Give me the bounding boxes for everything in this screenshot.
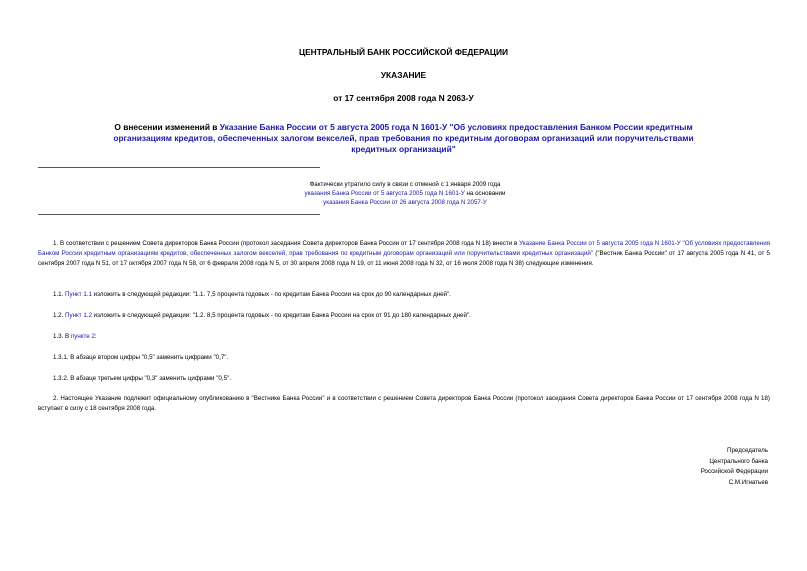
status-note-line3 [250,198,560,207]
signature-line-3: Российской Федерации [700,468,768,476]
signature-name: С.М.Игнатьев [728,478,768,486]
document-date-number: от 17 сентября 2008 года N 2063-У [333,93,474,103]
subject-prefix: О внесении изменений в [114,122,220,132]
divider-bottom [38,214,320,215]
paragraph-1-3-2: 1.3.2. В абзаце третьем цифры "0,3" заменить цифрами "0,5". [53,375,231,382]
paragraph-1-3 [38,332,770,342]
status-note-link2[interactable]: указания Банка России от 26 августа 2008 года N 2057-У [323,199,487,206]
paragraph-2: 2. Настоящее Указание подлежит официальному опубликованию в "Вестнике Банка России" и в соответствии с решением Совета директоров Банка России (протокол заседания Совета директоров Банка России от 17 сентября 2008 года N 18) вступает в силу с 18 сентября 2008 года. [38,395,770,412]
status-note-link1[interactable]: указания Банка России от 5 августа 2005 года N 1601-У [304,190,465,197]
paragraph-1-1-text: изложить в следующей редакции: "1.1. 7,5 процента годовых - по кредитам Банка России на срок до 90 календарных дней". [91,291,451,298]
paragraph-1 [38,239,770,269]
status-note [250,180,560,207]
paragraph-1-link[interactable]: Указание Банка России от 5 августа 2005 года N 1601-У "Об условиях предоставления Банком России кредитным организациям кредитов, обеспеченных залогом векселей, прав требования по кредитным договорам организаций или поручительствами кредитных организаций" [38,240,770,257]
paragraph-1-1-num: 1.1. [53,291,66,298]
status-note-line2 [250,189,560,198]
document-subject [100,122,707,155]
signature-line-1: Председатель [727,447,768,454]
issuer-heading: ЦЕНТРАЛЬНЫЙ БАНК РОССИЙСКОЙ ФЕДЕРАЦИИ [298,47,509,57]
paragraph-1-2 [38,311,770,321]
signature-line-2: Центрального банка [709,457,768,465]
divider-top [38,167,320,168]
signature-block [600,446,768,488]
paragraph-1-prefix: 1. В соответствии с решением Совета директоров Банка России (протокол заседания Совета директоров Банка России от 17 сентября 2008 года N 18) внести в [53,240,520,247]
paragraph-1-suffix: ("Вестник Банка России" от 17 августа 2005 года N 41, от 5 сентября 2007 года N 51, от 17 октября 2007 года N 58, от 6 февраля 2008 года N 5, от 30 апреля 2008 года N 19, от 11 июня 2008 года N 32, от 16 июля 2008 года N 38) следующие изменения. [38,250,771,267]
paragraph-1-3-num: 1.3. В [53,333,71,340]
paragraph-1-2-text: изложить в следующей редакции: "1.2. 8,5 процента годовых - по кредитам Банка России на срок от 91 до 180 календарных дней". [91,312,471,319]
subject-link[interactable]: Указание Банка России от 5 августа 2005 года N 1601-У "Об условиях предоставления Банком России кредитным организациям кредитов, обеспеченных залогом векселей, прав требования по кредитным договорам организаций или поручительствами кредитных организаций" [113,122,694,154]
paragraph-1-1 [38,290,770,300]
paragraph-1-3-link[interactable]: пункте 2 [70,333,95,340]
paragraph-1-2-link[interactable]: Пункт 1.2 [65,312,92,319]
paragraph-1-3-text: : [94,333,97,340]
paragraph-1-1-link[interactable]: Пункт 1.1 [65,291,92,298]
paragraph-1-2-num: 1.2. [53,312,66,319]
paragraph-1-3-1: 1.3.1. В абзаце втором цифры "0,5" заменить цифрами "0,7". [53,354,229,361]
status-note-line1: Фактически утратило силу в связи с отменой с 1 января 2009 года [309,181,501,188]
status-note-suffix: на основании [464,190,506,197]
document-type: УКАЗАНИЕ [380,70,427,80]
